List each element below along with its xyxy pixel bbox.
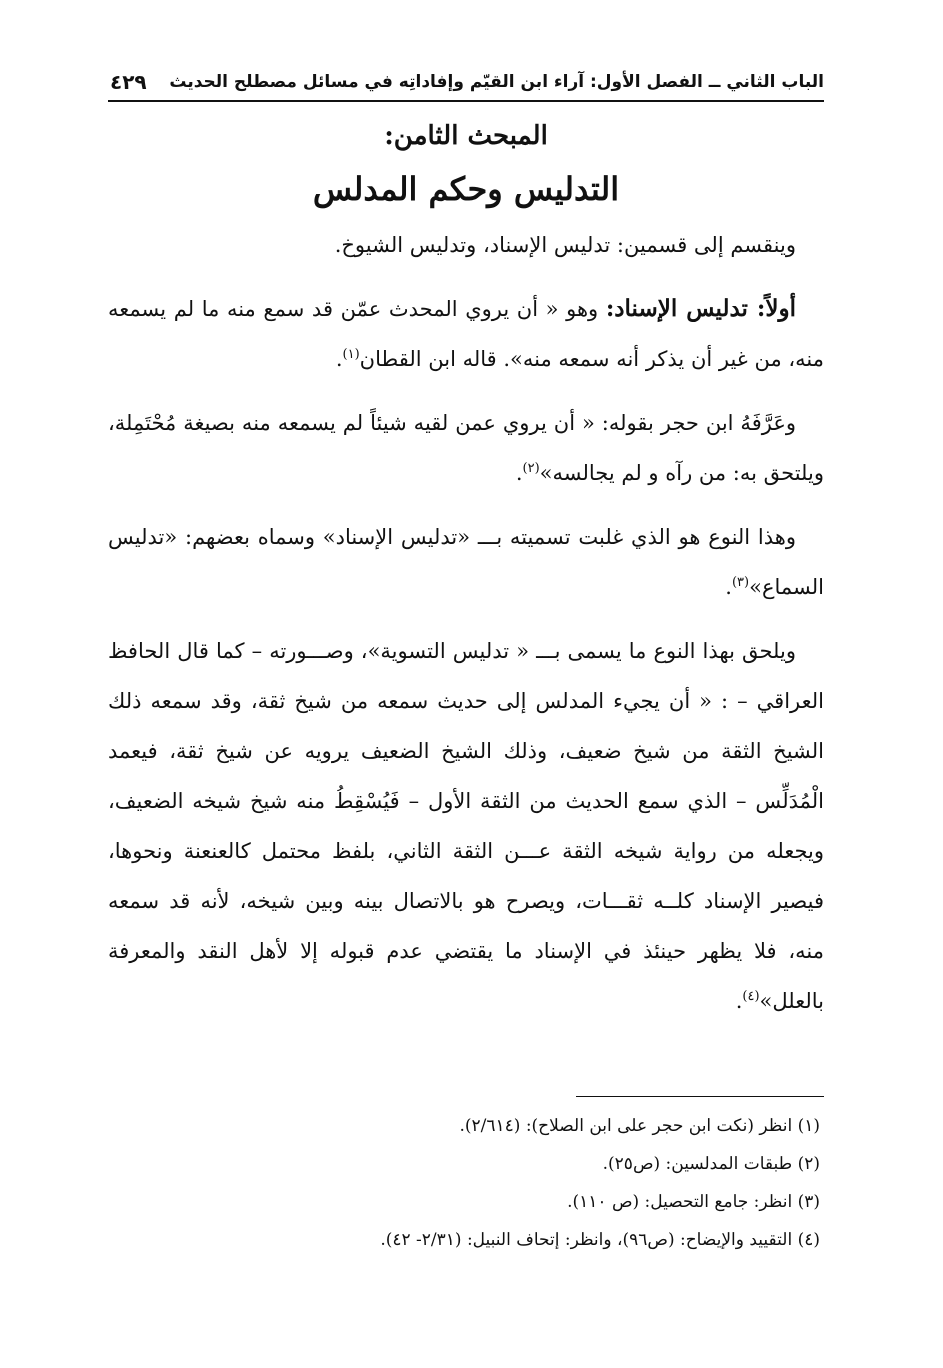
paragraph-5-end: . <box>735 989 743 1013</box>
section-subtitle: المبحث الثامن: <box>384 121 548 151</box>
paragraph-2-heading: أولاً: تدليس الإسناد: <box>605 295 797 322</box>
page-number: ٤٢٩ <box>110 70 147 94</box>
section-title: التدليس وحكم المدلس <box>312 170 620 208</box>
paragraph-3 <box>108 398 824 498</box>
paragraph-3-end: . <box>515 461 523 485</box>
footnote-ref-1[interactable]: (١) <box>342 347 360 362</box>
running-title: الباب الثاني ــ الفصل الأول: آراء ابن القيّم وإفاداتِه في مسائل مصطلح الحديث <box>169 72 824 92</box>
paragraph-2-text: وهو « أن يروي المحدث عمّن قد سمع منه ما لم يسمعه منه، من غير أن يذكر أنه سمعه منه». قاله ابن القطان <box>108 297 824 371</box>
paragraph-2-end: . <box>335 347 343 371</box>
body-text <box>108 220 824 1026</box>
running-header <box>108 68 824 102</box>
page-content <box>108 68 824 1040</box>
paragraph-5-text: ويلحق بهذا النوع ما يسمى بـــ « تدليس التسوية»، وصـــورته – كما قال الحافظ العراقي – : « أن يجيء المدلس إلى حديث سمعه من شيخ ثقة، وقد سمعه ذلك الشيخ الثقة من شيخ ضعيف، وذلك الشيخ الضعيف يرويه عن شيخ ثقة، فيعمد الْمُدَلِّس – الذي سمع الحديث من الثقة الأول – فَيُسْقِطُ منه شيخ شيخه الضعيف، ويجعله من رواية شيخه الثقة عـــن الثقة الثاني، بلفظ محتمل كالعنعنة ونحوها، فيصير الإسناد كلــه ثقـــات، ويصرح هو بالاتصال بينه وبين شيخه، لأنه قد سمعه منه، فلا يظهر حينئذ في الإسناد ما يقتضي عدم قبوله إلا لأهل النقد والمعرفة بالعلل» <box>108 639 824 1013</box>
paragraph-1 <box>108 220 824 270</box>
footnotes <box>108 1096 824 1259</box>
paragraph-1-text: وينقسم إلى قسمين: تدليس الإسناد، وتدليس الشيوخ. <box>334 233 796 257</box>
footnote-3: (٣) انظر: جامع التحصيل: (ص ١١٠). <box>567 1192 820 1212</box>
footnote-2: (٢) طبقات المدلسين: (ص٢٥). <box>602 1154 820 1174</box>
paragraph-2 <box>108 284 824 384</box>
footnote-ref-3[interactable]: (٣) <box>731 575 750 590</box>
paragraph-5 <box>108 626 824 1026</box>
footnote-1: (١) انظر (نكت ابن حجر على ابن الصلاح): (٢/٦١٤). <box>459 1116 820 1136</box>
footnote-divider <box>576 1096 824 1097</box>
paragraph-3-text: وعَرَّفَهُ ابن حجر بقوله: « أن يروي عمن لقيه شيئاً لم يسمعه منه بصيغة مُحْتَمِلة، ويلتحق به: من رآه و لم يجالسه» <box>108 411 824 485</box>
paragraph-4-end: . <box>725 575 732 599</box>
paragraph-4 <box>108 512 824 612</box>
paragraph-4-text: وهذا النوع هو الذي غلبت تسميته بـــ «تدليس الإسناد» وسماه بعضهم: «تدليس السماع» <box>108 525 824 599</box>
footnote-ref-2[interactable]: (٢) <box>522 461 540 476</box>
footnote-4: (٤) التقييد والإيضاح: (ص٩٦)، وانظر: إتحاف النبيل: (٢/٣١- ٤٢). <box>380 1230 820 1250</box>
footnote-ref-4[interactable]: (٤) <box>742 989 760 1004</box>
